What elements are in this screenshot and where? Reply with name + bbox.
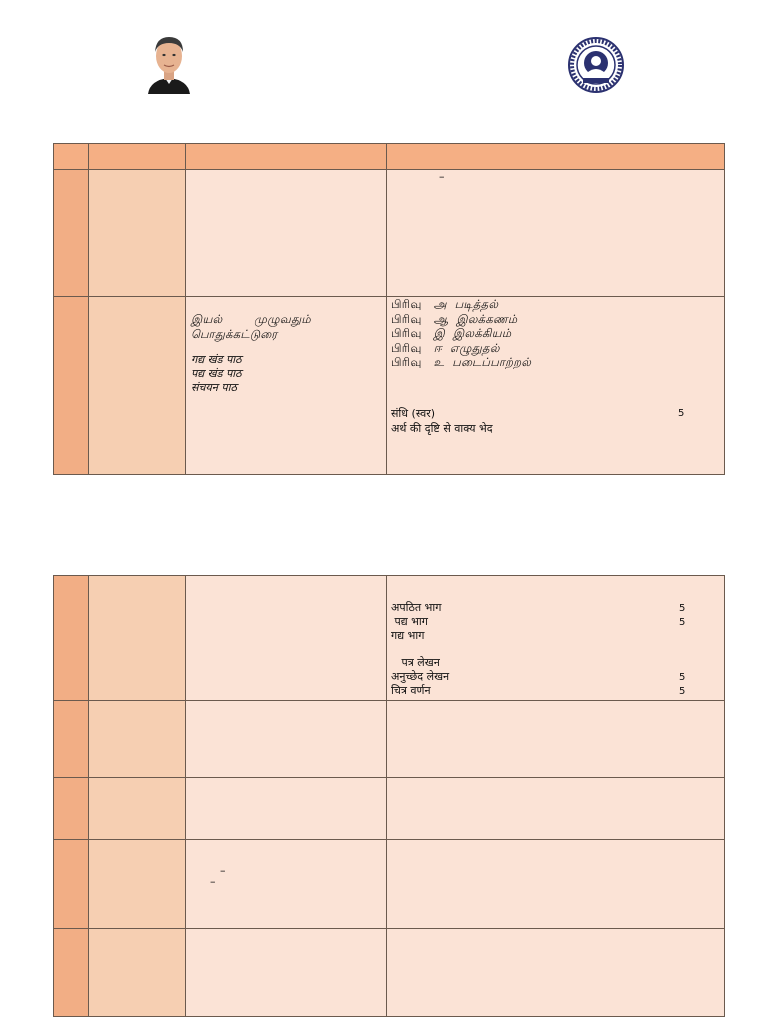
part-line: गद्य भाग [391, 629, 425, 642]
table-row [54, 297, 725, 475]
syllabus-line: இயல் முழுவதும் [191, 312, 311, 326]
part-line: अपठित भाग 5 [391, 601, 686, 614]
dash-mark: – [439, 170, 445, 183]
syllabus-line: संचयन पाठ [191, 381, 237, 394]
syllabus-line: गद्य खंड पाठ [191, 353, 242, 366]
dash-mark: – [210, 875, 216, 888]
syllabus-line [191, 341, 311, 353]
header-cell-3 [186, 144, 387, 170]
table-row [54, 840, 725, 929]
schedule-table-2 [53, 575, 725, 1017]
part-line: अनुच्छेद लेखन 5 [391, 670, 686, 683]
section-line: பிரிவு இ இலக்கியம் [391, 326, 512, 340]
table-header-row [54, 144, 725, 170]
hindi-topic: संधि (स्वर) [391, 407, 436, 420]
header-cell-4 [387, 144, 725, 170]
table-row [54, 170, 725, 297]
part-line: पद्य भाग 5 [391, 615, 686, 628]
syllabus-line: பொதுக்கட்டுரை [191, 326, 278, 341]
section-line: பிரிவு ஈ எழுதுதல் [391, 340, 500, 355]
marks-value: 5 [678, 408, 685, 419]
section-line: பிரிவு அ படித்தல் [391, 297, 499, 311]
exam-parts [391, 601, 691, 698]
section-line: பிரிவு உ படைப்பாற்றல் [391, 355, 532, 369]
table-row [54, 576, 725, 701]
dash-mark: – [220, 864, 226, 877]
founder-portrait [146, 32, 192, 94]
part-line: चित्र वर्णन 5 [391, 684, 686, 697]
section-line: பிரிவு ஆ இலக்கணம் [391, 311, 518, 326]
part-line [391, 643, 691, 656]
exam-sections [391, 297, 531, 370]
school-seal [567, 36, 625, 94]
table-row [54, 701, 725, 778]
part-line: पत्र लेखन [391, 656, 440, 669]
syllabus-line: पद्य खंड पाठ [191, 367, 242, 380]
table-row [54, 778, 725, 840]
table-row [54, 929, 725, 1017]
header-cell-1 [54, 144, 89, 170]
schedule-table-1 [53, 143, 725, 475]
hindi-topic: अर्थ की दृष्टि से वाक्य भेद [391, 422, 493, 435]
header-cell-2 [89, 144, 186, 170]
syllabus-list [191, 312, 311, 395]
